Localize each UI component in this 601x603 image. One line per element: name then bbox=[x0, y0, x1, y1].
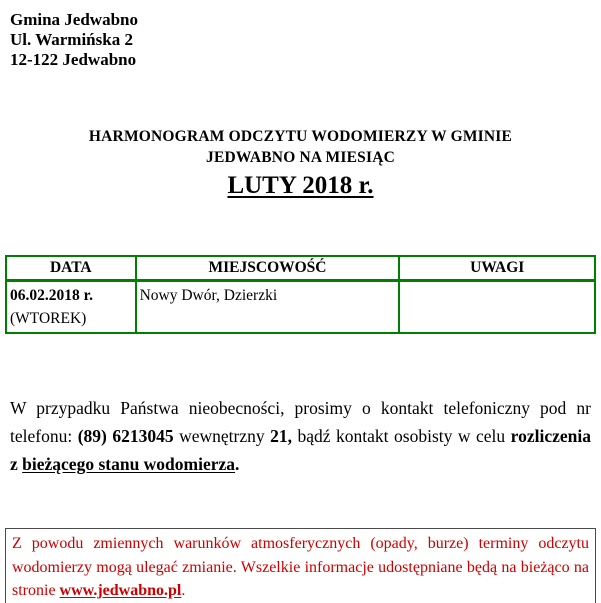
letterhead-postal-city: 12-122 Jedwabno bbox=[10, 50, 137, 69]
page-title-month: LUTY 2018 r. bbox=[227, 172, 374, 199]
cell-place: Nowy Dwór, Dzierzki bbox=[136, 281, 400, 334]
contact-text-2: wewnętrzny bbox=[173, 426, 271, 446]
column-header-place: MIEJSCOWOŚĆ bbox=[136, 256, 400, 281]
contact-paragraph bbox=[10, 394, 591, 478]
cell-remarks bbox=[399, 281, 595, 334]
letterhead bbox=[10, 10, 601, 70]
letterhead-street: Ul. Warmińska 2 bbox=[10, 30, 133, 49]
contact-text-3: bądź kontakt osobisty w celu bbox=[292, 426, 511, 446]
contact-text-1: W przypadku Państwa nieobecności, prosimy o kontakt telefoniczny pod nr telefonu: bbox=[10, 398, 591, 446]
column-header-remarks: UWAGI bbox=[399, 256, 595, 281]
letterhead-org-name: Gmina Jedwabno bbox=[10, 10, 138, 29]
schedule-table bbox=[5, 255, 596, 334]
phone-number: (89) 6213045 bbox=[77, 426, 174, 446]
page-title-line-2: JEDWABNO NA MIESIĄC bbox=[206, 149, 395, 166]
table-row bbox=[6, 281, 595, 334]
notice-text-1: Z powodu zmiennych warunków atmosferycznych (opady, burze) terminy odczytu wodomierzy mogą ulegać zmianie. Wszelkie informacje udostępniane będą na bieżąco na stronie bbox=[12, 535, 589, 599]
website-link: www.jedwabno.pl bbox=[59, 582, 182, 599]
page-title-line-1: HARMONOGRAM ODCZYTU WODOMIERZY W GMINIE bbox=[88, 128, 513, 145]
cell-date bbox=[6, 281, 136, 334]
column-header-date: DATA bbox=[6, 256, 136, 281]
schedule-table-header-row bbox=[6, 256, 595, 281]
notice-text-2: . bbox=[181, 582, 186, 599]
weather-notice-box bbox=[5, 528, 596, 603]
weekday-value: (WTOREK) bbox=[10, 310, 87, 327]
phone-extension: 21, bbox=[270, 426, 292, 446]
page-title bbox=[0, 126, 601, 201]
contact-bold-lead: rozliczenia z bbox=[10, 426, 591, 474]
contact-period: . bbox=[235, 454, 240, 474]
date-value: 06.02.2018 r. bbox=[10, 287, 93, 304]
contact-underlined-phrase: bieżącego stanu wodomierza bbox=[22, 454, 236, 474]
